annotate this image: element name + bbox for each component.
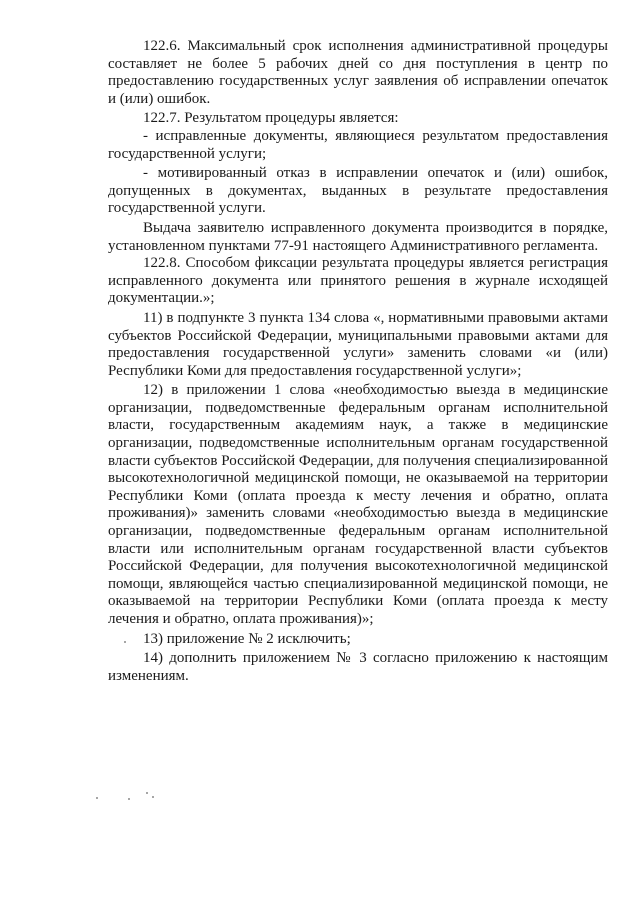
document-body [108,38,608,685]
scan-speck [96,797,98,799]
paragraph-item-12: 12) в приложении 1 слова «необходимостью выезда в медицинские организации, подведомственные федеральным органам исполнительной власти, государственным академиям наук, а также в медицинские организации, подведомственные исполнительным органам государственной власти субъектов Российской Федерации, для получения специализированной высокотехнологичной медицинской помощи, не оказываемой на территории Республики Коми (оплата проезда к месту лечения и обратно, оплата проживания)» заменить словами «необходимостью выезда в медицинские организации, подведомственные федеральным органам исполнительной власти или исполнительным органам государственной власти субъектов Российской Федерации, для получения высокотехнологичной медицинской помощи, являющейся частью специализированной медицинской помощи, не оказываемой на территории Республики Коми (оплата проезда к месту лечения и обратно, оплата проживания)»; [108,382,609,627]
scan-speck [128,798,130,800]
paragraph-item-13: 13) приложение № 2 исключить; [143,630,351,647]
list-item-corrected-documents: - исправленные документы, являющиеся результатом предоставления государственной услуги; [108,127,608,162]
scan-speck [152,796,154,798]
paragraph-issuance: Выдача заявителю исправленного документа производится в порядке, установленном пунктами 77-91 настоящего Административного регламента. [108,219,608,254]
paragraph-item-14: 14) дополнить приложением № 3 согласно приложению к настоящим изменениям. [108,650,608,684]
paragraph-item-11: 11) в подпункте 3 пункта 134 слова «, нормативными правовыми актами субъектов Российской Федерации, муниципальными правовыми актами для предоставления государственной услуги» заменить словами «и (или) Республики Коми для предоставления государственной услуги»; [108,309,608,379]
scan-speck [124,641,126,643]
list-item-refusal: - мотивированный отказ в исправлении опечаток и (или) ошибок, допущенных в документах, выданных в результате предоставления государственной услуги. [108,165,608,217]
paragraph-122-7: 122.7. Результатом процедуры является: [143,110,399,127]
paragraph-122-6: 122.6. Максимальный срок исполнения административной процедуры составляет не более 5 рабочих дней со дня поступления в центр по предоставлению государственных услуг заявления об исправлении опечаток и (или) ошибок. [108,38,608,107]
paragraph-122-8: 122.8. Способом фиксации результата процедуры является регистрация исправленного документа или принятого решения в журнале исходящей документации.»; [108,255,608,307]
scan-speck [146,792,148,794]
